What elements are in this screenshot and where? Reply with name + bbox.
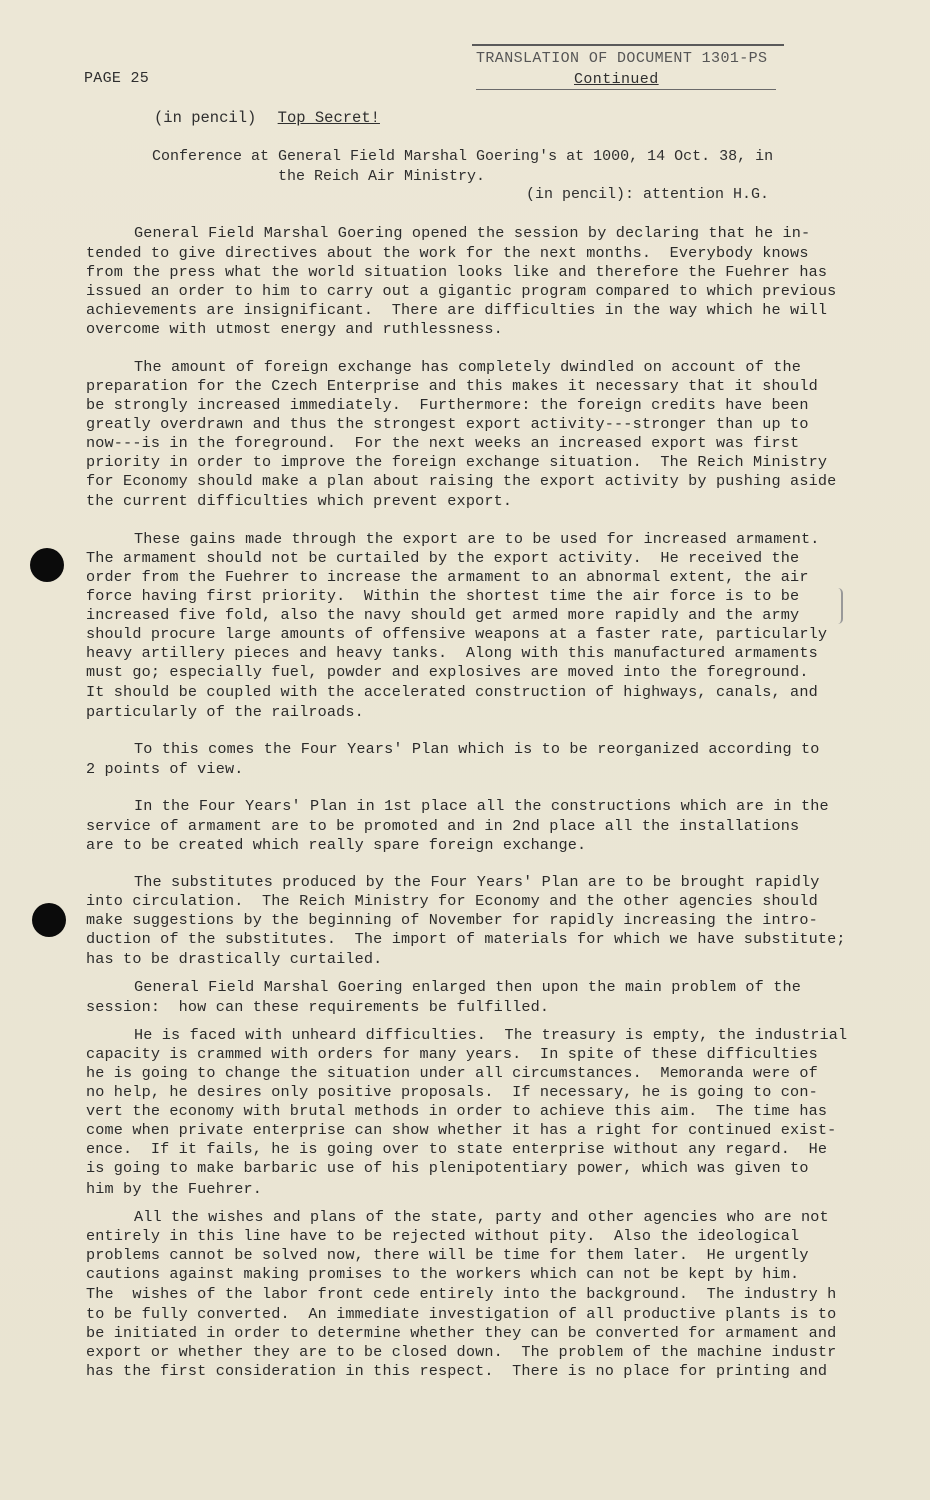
text-line: capacity is crammed with orders for many years. In spite of these difficulties [86,1045,818,1063]
text-line: has to be drastically curtailed. [86,950,383,968]
text-line: vert the economy with brutal methods in order to achieve this aim. The time has [86,1102,828,1120]
text-line: He is faced with unheard difficulties. The treasury is empty, the industrial [134,1026,848,1044]
text-line: These gains made through the export are to be used for increased armament. [134,530,820,548]
text-line: be strongly increased immediately. Furthermore: the foreign credits have been [86,396,809,414]
punch-hole [30,548,64,582]
page-number: PAGE 25 [84,70,150,87]
text-line: the current difficulties which prevent export. [86,492,513,510]
text-line: cautions against making promises to the workers which can not be kept by him. [86,1265,800,1283]
text-line: are to be created which really spare foreign exchange. [86,836,587,854]
punch-hole [32,903,66,937]
text-line: 2 points of view. [86,760,244,778]
text-line: should procure large amounts of offensive weapons at a faster rate, particularly [86,625,828,643]
text-line: to be fully converted. An immediate investigation of all productive plants is to [86,1305,837,1323]
text-line: increased five fold, also the navy should get armed more rapidly and the army [86,606,800,624]
text-line: The substitutes produced by the Four Years' Plan are to be brought rapidly [134,873,820,891]
conference-line-1: Conference at General Field Marshal Goering's at 1000, 14 Oct. 38, in [152,148,774,165]
text-line: issued an order to him to carry out a gigantic program compared to which previous [86,282,837,300]
text-line: order from the Fuehrer to increase the armament to an abnormal extent, the air [86,568,809,586]
text-line: make suggestions by the beginning of November for rapidly increasing the intro- [86,911,818,929]
text-line: is going to make barbaric use of his plenipotentiary power, which was given to [86,1159,809,1177]
text-line: for Economy should make a plan about raising the export activity by pushing aside [86,472,837,490]
document-title: TRANSLATION OF DOCUMENT 1301-PS [476,50,768,67]
text-line: To this comes the Four Years' Plan which is to be reorganized according to [134,740,820,758]
text-line: All the wishes and plans of the state, party and other agencies who are not [134,1208,829,1226]
text-line: from the press what the world situation looks like and therefore the Fuehrer has [86,263,828,281]
top-rule [472,44,784,46]
text-line: greatly overdrawn and thus the strongest export activity---stronger than up to [86,415,809,433]
text-line: export or whether they are to be closed down. The problem of the machine industr [86,1343,837,1361]
text-line: he is going to change the situation under all circumstances. Memoranda were of [86,1064,818,1082]
text-line: The armament should not be curtailed by the export activity. He received the [86,549,800,567]
text-line: session: how can these requirements be fulfilled. [86,998,550,1016]
text-line: particularly of the railroads. [86,703,364,721]
text-line: force having first priority. Within the shortest time the air force is to be [86,587,800,605]
text-line: duction of the substitutes. The import of materials for which we have substitute; [86,930,846,948]
text-line: must go; especially fuel, powder and explosives are moved into the foreground. [86,663,809,681]
text-line: service of armament are to be promoted and in 2nd place all the installations [86,817,800,835]
text-line: General Field Marshal Goering enlarged then upon the main problem of the [134,978,802,996]
pencil-note-prefix: (in pencil) [154,109,257,127]
text-line: come when private enterprise can show whether it has a right for continued exist- [86,1121,837,1139]
text-line: It should be coupled with the accelerated construction of highways, canals, and [86,683,818,701]
text-line: The wishes of the labor front cede entirely into the background. The industry h [86,1285,837,1303]
text-line: priority in order to improve the foreign exchange situation. The Reich Ministry [86,453,828,471]
text-line: no help, he desires only positive proposals. If necessary, he is going to con- [86,1083,818,1101]
text-line: entirely in this line have to be rejected without pity. Also the ideological [86,1227,800,1245]
classification-mark: Top Secret! [277,109,380,127]
pencil-note [154,109,380,127]
header-rule [476,89,776,90]
text-line: problems cannot be solved now, there will be time for them later. He urgently [86,1246,809,1264]
text-line: The amount of foreign exchange has completely dwindled on account of the [134,358,802,376]
text-line: now---is in the foreground. For the next weeks an increased export was first [86,434,800,452]
text-line: preparation for the Czech Enterprise and this makes it necessary that it should [86,377,818,395]
text-line: into circulation. The Reich Ministry for Economy and the other agencies should [86,892,818,910]
text-line: has the first consideration in this respect. There is no place for printing and [86,1362,828,1380]
continued-label: Continued [574,71,659,88]
text-line: achievements are insignificant. There are difficulties in the way which he will [86,301,828,319]
text-line: ence. If it fails, he is going over to state enterprise without any regard. He [86,1140,828,1158]
text-line: heavy artillery pieces and heavy tanks. Along with this manufactured armaments [86,644,818,662]
text-line: be initiated in order to determine whether they can be converted for armament and [86,1324,837,1342]
margin-bracket [838,588,843,624]
text-line: him by the Fuehrer. [86,1180,263,1198]
text-line: In the Four Years' Plan in 1st place all the constructions which are in the [134,797,829,815]
conference-line-3: (in pencil): attention H.G. [526,186,770,203]
text-line: tended to give directives about the work for the next months. Everybody knows [86,244,809,262]
text-line: overcome with utmost energy and ruthlessness. [86,320,503,338]
text-line: General Field Marshal Goering opened the session by declaring that he in- [134,224,811,242]
conference-line-2: the Reich Air Ministry. [278,168,486,185]
